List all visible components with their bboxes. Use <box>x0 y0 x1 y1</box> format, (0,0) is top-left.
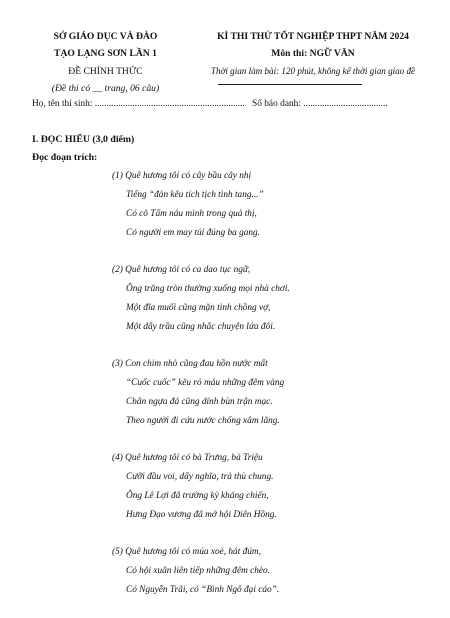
poem-excerpt <box>112 167 290 618</box>
poem-line: “Cuốc cuốc” kêu rỏ máu những đêm vàng <box>126 378 285 388</box>
exam-title: KÌ THI THỬ TỐT NGHIỆP THPT NĂM 2024 <box>217 31 409 42</box>
header-org-line1: SỞ GIÁO DỤC VÀ ĐÀO <box>53 31 158 42</box>
header-pages-note: (Đề thi có __ trang, 06 câu) <box>51 83 160 94</box>
poem-line: Một đĩa muối cũng mặn tình chồng vợ, <box>126 303 271 313</box>
poem-line: Hưng Đạo vương đã mở hội Diên Hồng. <box>126 510 277 520</box>
poem-line: Theo người đi cứu nước chống xâm lăng. <box>126 416 280 426</box>
section-intro: Đọc đoạn trích: <box>32 152 98 163</box>
poem-line: (3) Con chim nhỏ cũng đau hồn nước mất <box>112 359 268 369</box>
poem-line: Một dây trầu cũng nhắc chuyện lứa đôi. <box>126 322 276 332</box>
poem-line: (2) Quê hương tôi có ca dao tục ngữ, <box>112 265 251 275</box>
poem-stanza <box>112 167 290 243</box>
poem-line: Cưỡi đầu voi, dấy nghĩa, trả thù chung. <box>126 472 274 482</box>
header-official-label: ĐỀ CHÍNH THỨC <box>68 66 143 77</box>
header-org-line2: TẠO LẠNG SƠN LẦN 1 <box>54 48 157 59</box>
poem-line: (5) Quê hương tôi có múa xoè, hát đúm, <box>112 547 261 557</box>
section-title: I. ĐỌC HIỂU (3,0 điểm) <box>32 134 135 145</box>
poem-stanza <box>112 261 290 337</box>
poem-line: Có cô Tấm náu mình trong quả thị, <box>126 209 257 219</box>
poem-line: Ông trăng tròn thường xuống mọi nhà chơi. <box>126 284 290 294</box>
poem-line: Có người em may túi đúng ba gang. <box>126 228 260 238</box>
header-underline <box>218 84 362 85</box>
candidate-id-line: Số báo danh: .................................... <box>252 99 388 109</box>
poem-line: Tiếng “đàn kêu tích tịch tình tang...” <box>126 190 264 200</box>
poem-line: Ông Lê Lợi đã trường kỳ kháng chiến, <box>126 491 269 501</box>
poem-stanza <box>112 355 290 431</box>
poem-line: Chân ngựa đá cũng dính bùn trận mạc. <box>126 397 273 407</box>
poem-line: (1) Quê hương tôi có cây bầu cây nhị <box>112 171 252 181</box>
poem-stanza <box>112 543 290 600</box>
exam-subject: Môn thi: NGỮ VĂN <box>271 48 355 59</box>
candidate-name-line: Họ, tên thí sinh: ................................................................ <box>32 99 245 109</box>
poem-line: Có Nguyễn Trãi, có “Bình Ngô đại cáo”. <box>126 585 280 595</box>
poem-line: Có hội xuân liên tiếp những đêm chèo. <box>126 566 270 576</box>
poem-stanza <box>112 449 290 525</box>
exam-time-note: Thời gian làm bài: 120 phút, không kể thời gian giao đề <box>210 66 416 76</box>
poem-line: (4) Quê hương tôi có bà Trưng, bà Triệu <box>112 453 263 463</box>
